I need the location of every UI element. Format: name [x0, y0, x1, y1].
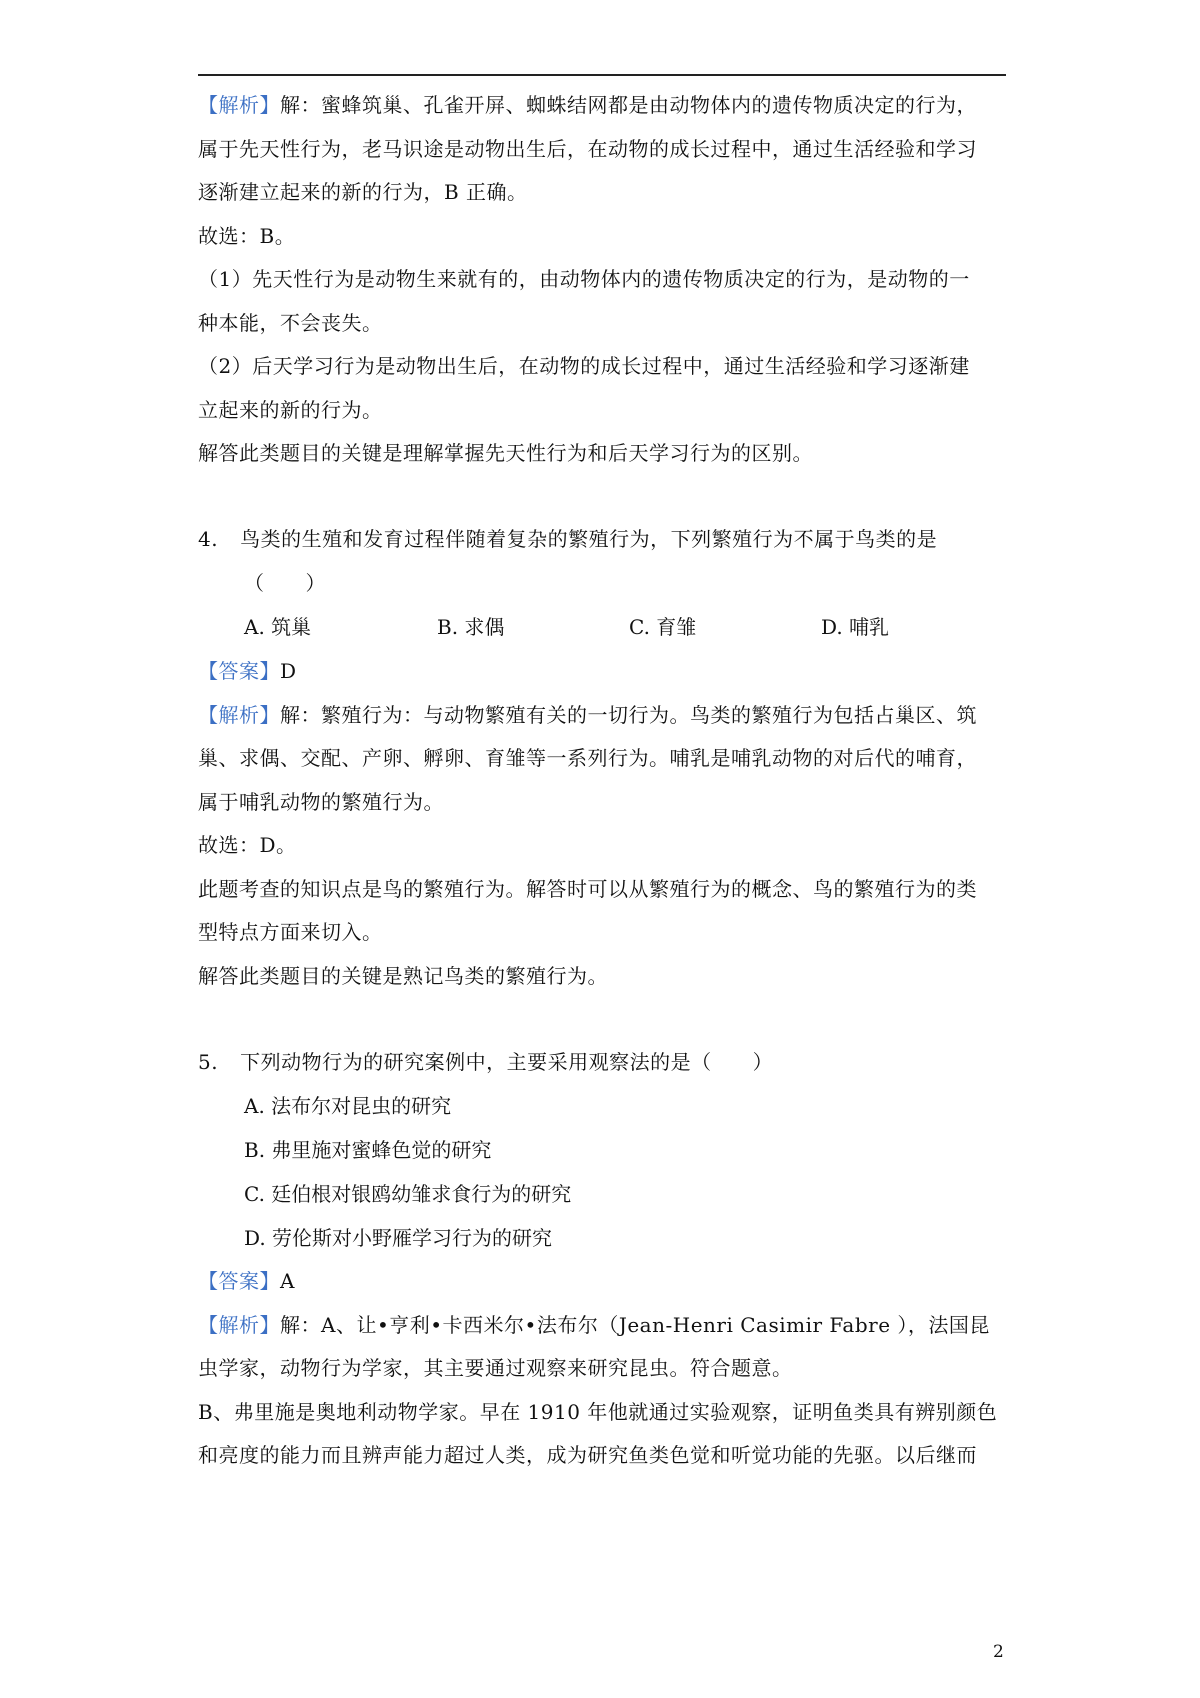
answer-tag: 【答案】: [198, 1269, 280, 1293]
analysis-line-1: 【解析】解：蜜蜂筑巢、孔雀开屏、蜘蛛结网都是由动物体内的遗传物质决定的行为，: [198, 93, 977, 117]
q4-option-a: A. 筑巢: [244, 615, 312, 639]
analysis-tag: 【解析】: [198, 1313, 280, 1337]
q5-answer: 【答案】A: [198, 1269, 295, 1293]
q4-option-d: D. 哺乳: [821, 615, 890, 639]
q5-analysis-4: 和亮度的能力而且辨声能力超过人类，成为研究鱼类色觉和听觉功能的先驱。以后继而: [198, 1443, 977, 1467]
question-4-stem: 4. 鸟类的生殖和发育过程伴随着复杂的繁殖行为，下列繁殖行为不属于鸟类的是: [198, 527, 938, 551]
page-number: 2: [993, 1642, 1004, 1662]
q4-answer: 【答案】D: [198, 659, 297, 683]
q5-option-d: D. 劳伦斯对小野雁学习行为的研究: [244, 1226, 553, 1250]
q5-option-a: A. 法布尔对昆虫的研究: [244, 1094, 452, 1118]
note-line-1: （1）先天性行为是动物生来就有的，由动物体内的遗传物质决定的行为，是动物的一: [198, 267, 970, 291]
q4-summary: 解答此类题目的关键是熟记鸟类的繁殖行为。: [198, 964, 608, 988]
analysis-tag: 【解析】: [198, 703, 280, 727]
analysis-line-2: 属于先天性行为，老马识途是动物出生后，在动物的成长过程中，通过生活经验和学习: [198, 137, 977, 161]
q4-analysis-2: 巢、求偶、交配、产卵、孵卵、育雏等一系列行为。哺乳是哺乳动物的对后代的哺育，: [198, 746, 977, 770]
q4-analysis-1: 【解析】解：繁殖行为：与动物繁殖有关的一切行为。鸟类的繁殖行为包括占巢区、筑: [198, 703, 977, 727]
q5-option-c: C. 廷伯根对银鸥幼雏求食行为的研究: [244, 1182, 572, 1206]
q4-note-2: 型特点方面来切入。: [198, 920, 383, 944]
q5-analysis-3: B、弗里施是奥地利动物学家。早在 1910 年他就通过实验观察，证明鱼类具有辨别颜色: [198, 1400, 998, 1424]
answer-tag: 【答案】: [198, 659, 280, 683]
choice-line: 故选：B。: [198, 224, 296, 248]
q5-analysis-2: 虫学家，动物行为学家，其主要通过观察来研究昆虫。符合题意。: [198, 1356, 793, 1380]
note-line-4: 立起来的新的行为。: [198, 398, 383, 422]
note-line-2: 种本能，不会丧失。: [198, 311, 383, 335]
question-5-stem: 5. 下列动物行为的研究案例中，主要采用观察法的是（ ）: [198, 1050, 774, 1074]
question-4-paren: （ ）: [244, 571, 326, 595]
analysis-line-3: 逐渐建立起来的新的行为，B 正确。: [198, 180, 528, 204]
question-number: 4.: [198, 527, 219, 551]
summary-line: 解答此类题目的关键是理解掌握先天性行为和后天学习行为的区别。: [198, 441, 813, 465]
q4-choice: 故选：D。: [198, 833, 297, 857]
header-rule: [198, 74, 1006, 76]
q4-option-b: B. 求偶: [437, 615, 505, 639]
q5-option-b: B. 弗里施对蜜蜂色觉的研究: [244, 1138, 492, 1162]
note-line-3: （2）后天学习行为是动物出生后，在动物的成长过程中，通过生活经验和学习逐渐建: [198, 354, 970, 378]
q4-option-c: C. 育雏: [629, 615, 697, 639]
analysis-tag: 【解析】: [198, 93, 280, 117]
q4-note-1: 此题考查的知识点是鸟的繁殖行为。解答时可以从繁殖行为的概念、鸟的繁殖行为的类: [198, 877, 977, 901]
question-number: 5.: [198, 1050, 219, 1074]
q5-analysis-1: 【解析】解：A、让•亨利•卡西米尔•法布尔（Jean-Henri Casimir Fabre ），法国昆: [198, 1313, 990, 1337]
q4-analysis-3: 属于哺乳动物的繁殖行为。: [198, 790, 444, 814]
